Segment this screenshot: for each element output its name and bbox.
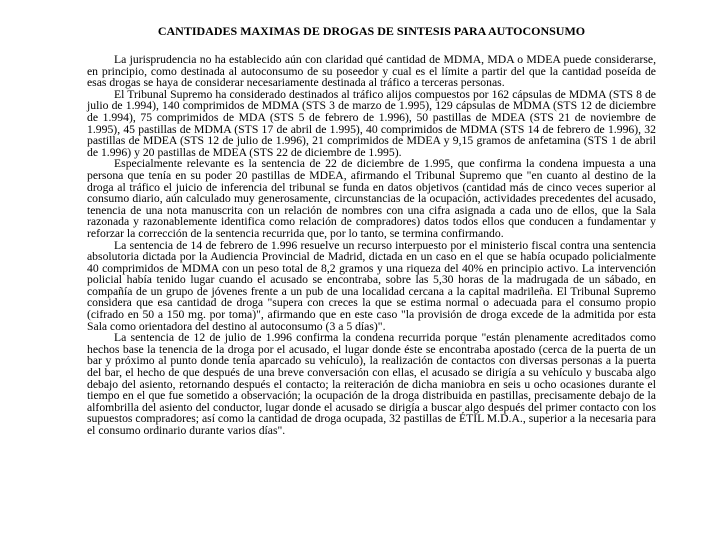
paragraph-intro: La jurisprudencia no ha establecido aún con claridad qué cantidad de MDMA, MDA o MDEA puede considerarse, en principio, como destinada al autoconsumo de su poseedor y cual es el límite a partir del que la cantidad poseída de esas drogas se haya de considerar necesariamente destinada al tráfico a terceras personas. (87, 53, 656, 90)
paragraph-sentence-22-dec-1995: Especialmente relevante es la sentencia de 22 de diciembre de 1.995, que confirma la condena impuesta a una persona que tenía en su poder 20 pastillas de MDEA, afirmando el Tribunal Supremo que "en cuanto al destino de la droga al tráfico el juicio de inferencia del tribunal se funda en datos objetivos (cantidad más de cinco veces superior al consumo diario, aún calculado muy generosamente, circunstancias de la ocupación, actividades precedentes del acusado, tenencia de una nota manuscrita con un relación de nombres con una cifra asignada a cada uno de ellos, que la Sala razonada y razonablemente identifica como relación de compradores) datos todos ellos que conducen a fundamentar y reforzar la corrección de la sentencia recurrida que, por lo tanto, se termina confirmando. (87, 157, 656, 240)
paragraph-sentence-14-feb-1996: La sentencia de 14 de febrero de 1.996 resuelve un recurso interpuesto por el ministerio fiscal contra una sentencia absolutoria dictada por la Audiencia Provincial de Madrid, dictada en un caso en el que se había ocupado policialmente 40 comprimidos de MDMA con un peso total de 8,2 gramos y una riqueza del 40% en principio activo. La intervención policial había tenido lugar cuando el acusado se encontraba, sobre las 5,30 horas de la madrugada de un sábado, en compañía de un grupo de jóvenes frente a un pub de una localidad cercana a la capital madrileña. El Tribunal Supremo considera que esa cantidad de droga "supera con creces la que se estima normal o adecuada para el consumo propio (cifrado en 50 a 150 mg. por toma)", afirmando que en este caso "la provisión de droga excede de la admitida por esta Sala como orientadora del destino al autoconsumo (3 a 5 días)". (87, 238, 656, 333)
document-title: CANTIDADES MAXIMAS DE DROGAS DE SINTESIS PARA AUTOCONSUMO (157, 24, 586, 38)
paragraph-sentence-12-jul-1996: La sentencia de 12 de julio de 1.996 confirma la condena recurrida porque "están plenamente acreditados como hechos base la tenencia de la droga por el acusado, el lugar donde éste se encontraba apostado (cerca de la puerta de un bar y próximo al punto donde tenía aparcado su vehículo), la realización de contactos con diversas personas a la puerta del bar, el hecho de que después de una breve conversación con ellas, el acusado se dirigía a su vehículo y buscaba algo debajo del asiento, retornando después el contacto; la reiteración de dicha maniobra en seis u ocho ocasiones durante el tiempo en el que fue sometido a observación; la ocupación de la droga distribuida en pastillas, precisamente debajo de la alfombrilla del asiento del conductor, lugar donde el acusado se dirigía a buscar algo después del primer contacto con los supuestos compradores; así como la cantidad de droga ocupada, 32 pastillas de ÉTIL M.D.A., superior a la necesaria para el consumo ordinario durante varios días". (87, 331, 656, 437)
paragraph-case-list: El Tribunal Supremo ha considerado destinados al tráfico alijos compuestos por 162 cápsulas de MDMA (STS 8 de julio de 1.994), 140 comprimidos de MDMA (STS 3 de marzo de 1.995), 129 cápsulas de MDMA (STS 12 de diciembre de 1.994), 75 comprimidos de MDA (STS 5 de febrero de 1.996), 50 pastillas de MDEA (STS 21 de noviembre de 1.995), 45 pastillas de MDMA (STS 17 de abril de 1.995), 40 comprimidos de MDMA (STS 14 de febrero de 1.996), 32 pastillas de MDEA (STS 12 de julio de 1.996), 21 comprimidos de MDEA y 9,15 gramos de anfetamina (STS 1 de abril de 1.996) y 20 pastillas de MDEA (STS 22 de diciembre de 1.995). (87, 87, 656, 159)
document-page (87, 24, 656, 437)
